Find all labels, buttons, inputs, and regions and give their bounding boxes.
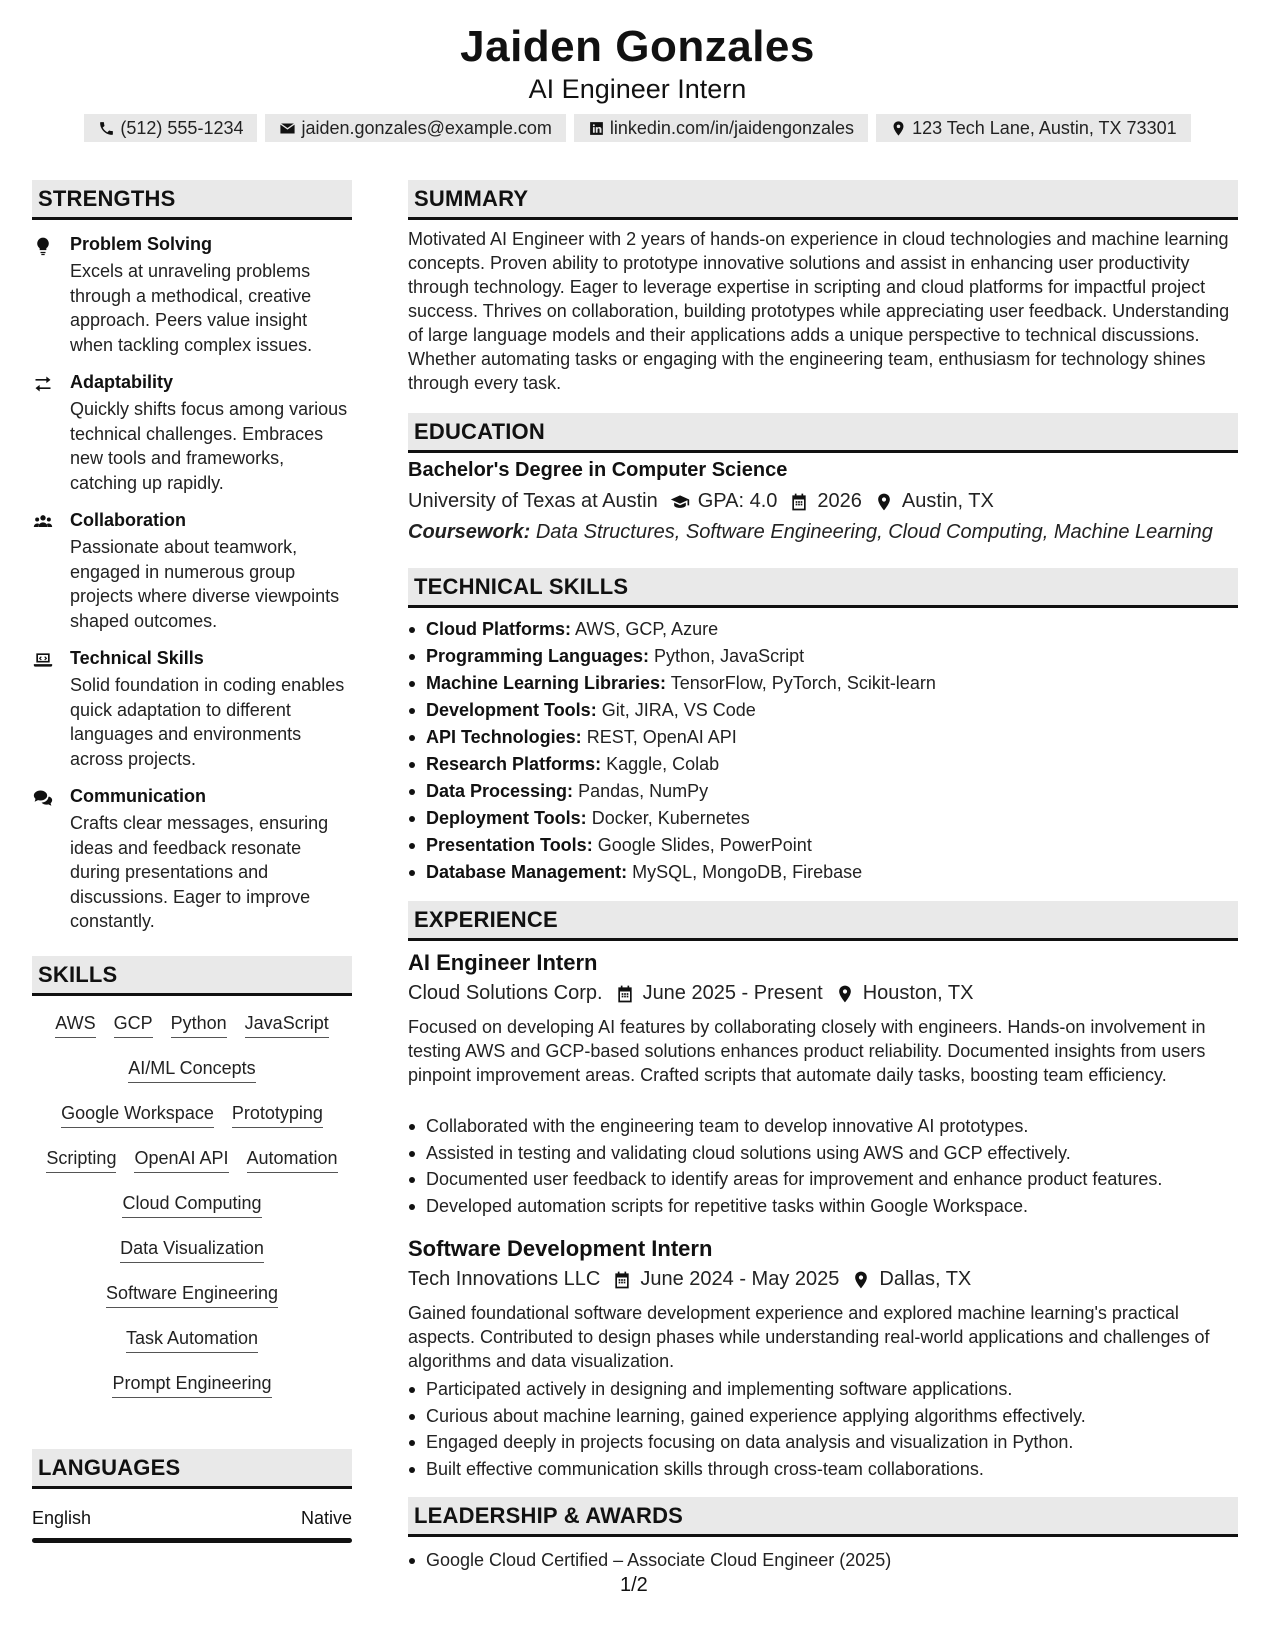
- laptop-code-icon: [32, 650, 56, 672]
- strength-desc: Quickly shifts focus among various technical challenges. Embraces new tools and frameworks, catching up rapidly.: [70, 399, 348, 493]
- job-bullet: Curious about machine learning, gained experience applying algorithms effectively.: [408, 1403, 1230, 1430]
- tech-skill-item: [408, 832, 1230, 859]
- awards-heading: LEADERSHIP & AWARDS: [408, 1497, 1238, 1537]
- summary-heading: SUMMARY: [408, 180, 1238, 220]
- job-bullet: Developed automation scripts for repetitive tasks within Google Workspace.: [408, 1193, 1230, 1220]
- technical-skills-list: [408, 616, 1230, 886]
- coursework-line: [408, 521, 1213, 544]
- job-bullet: Built effective communication skills through cross-team collaborations.: [408, 1456, 1230, 1483]
- awards-list: [408, 1547, 1230, 1574]
- contact-email[interactable]: [265, 114, 565, 142]
- contact-phone[interactable]: [84, 114, 257, 142]
- skill-tag: OpenAI API: [134, 1148, 228, 1173]
- candidate-title: AI Engineer Intern: [528, 74, 747, 104]
- tech-skill-value: Kaggle, Colab: [606, 754, 720, 774]
- tech-skill-value: Docker, Kubernetes: [591, 808, 750, 828]
- job-bullets: [408, 1376, 1230, 1482]
- skills-row: [32, 1328, 352, 1353]
- strength-title: Collaboration: [70, 510, 186, 530]
- users-icon: [32, 512, 56, 534]
- tech-skill-label: Research Platforms:: [426, 754, 602, 774]
- job-meta: [408, 982, 974, 1005]
- linkedin-icon: [588, 120, 605, 137]
- job-bullet: Participated actively in designing and implementing software applications.: [408, 1376, 1230, 1403]
- strength-desc: Excels at unraveling problems through a methodical, creative approach. Peers value insight when tackling complex issues.: [70, 261, 313, 355]
- skills-row: [32, 1103, 352, 1128]
- strength-title: Problem Solving: [70, 234, 213, 254]
- graduation-cap-icon: [670, 492, 690, 512]
- languages-heading: LANGUAGES: [32, 1449, 352, 1489]
- education-meta: [408, 490, 994, 513]
- skill-tag: Python: [171, 1013, 227, 1038]
- experience-heading: EXPERIENCE: [408, 901, 1238, 941]
- job-bullet: Assisted in testing and validating cloud solutions using AWS and GCP effectively.: [408, 1140, 1230, 1167]
- language-level: Native: [300, 1508, 352, 1528]
- contact-address: [876, 114, 1191, 142]
- address-text: 123 Tech Lane, Austin, TX 73301: [912, 117, 1177, 138]
- skill-tag: Prototyping: [232, 1103, 323, 1128]
- tech-skill-value: Git, JIRA, VS Code: [601, 700, 756, 720]
- skills-row: [32, 1058, 352, 1083]
- tech-skill-value: Pandas, NumPy: [578, 781, 709, 801]
- tech-skill-item: [408, 697, 1230, 724]
- calendar-icon: [789, 492, 809, 512]
- skills-row: [32, 1283, 352, 1308]
- envelope-icon: [279, 120, 296, 137]
- tech-skill-label: Cloud Platforms:: [426, 619, 572, 639]
- skills-row: [32, 1193, 352, 1218]
- skills-row: [32, 1148, 352, 1173]
- map-pin-icon: [874, 492, 894, 512]
- job-bullets: [408, 1113, 1230, 1219]
- skills-heading: SKILLS: [32, 956, 352, 996]
- comments-icon: [32, 788, 56, 810]
- tech-skill-item: [408, 616, 1230, 643]
- tech-skill-label: Development Tools:: [426, 700, 597, 720]
- tech-skill-value: Python, JavaScript: [654, 646, 805, 666]
- coursework-label: Coursework:: [408, 521, 531, 543]
- school-name: University of Texas at Austin: [408, 490, 658, 512]
- tech-skill-item: [408, 805, 1230, 832]
- strength-desc: Crafts clear messages, ensuring ideas and feedback resonate during presentations and discussions. Eager to improve constantly.: [70, 813, 329, 931]
- tech-skill-item: [408, 670, 1230, 697]
- candidate-name: Jaiden Gonzales: [460, 22, 815, 71]
- job-bullet: Engaged deeply in projects focusing on data analysis and visualization in Python.: [408, 1429, 1230, 1456]
- strengths-heading: STRENGTHS: [32, 180, 352, 220]
- job-location: Houston, TX: [862, 982, 974, 1004]
- skills-row: [32, 1013, 352, 1038]
- lightbulb-icon: [32, 236, 56, 258]
- skills-row: [32, 1238, 352, 1263]
- degree-title: Bachelor's Degree in Computer Science: [408, 459, 788, 481]
- job-description: Focused on developing AI features by collaborating closely with engineers. Hands-on involvement in testing AWS and GCP-based solutions enhances product reliability. Documented insights from users pinpoint improvement areas. Crafted scripts that automate daily tasks, boosting team efficiency.: [408, 1017, 1206, 1085]
- strength-title: Technical Skills: [70, 648, 204, 668]
- tech-skill-value: MySQL, MongoDB, Firebase: [632, 862, 863, 882]
- company-name: Tech Innovations LLC: [408, 1268, 601, 1290]
- tech-skill-value: Google Slides, PowerPoint: [597, 835, 812, 855]
- tech-skill-item: [408, 643, 1230, 670]
- skill-tag: Prompt Engineering: [112, 1373, 271, 1398]
- job-location: Dallas, TX: [879, 1268, 972, 1290]
- job-bullet: Documented user feedback to identify areas for improvement and enhance product features.: [408, 1166, 1230, 1193]
- skills-row: [32, 1373, 352, 1398]
- skill-tag: AI/ML Concepts: [128, 1058, 255, 1083]
- tech-skill-item: [408, 859, 1230, 886]
- summary-text: Motivated AI Engineer with 2 years of hands-on experience in cloud technologies and machine learning concepts. Proven ability to prototype innovative solutions and assist in enhancing user productivity through technology. Eager to leverage expertise in scripting and cloud platforms for impactful project success. Thrives on collaboration, building prototypes while appreciating user feedback. Understanding of large language models and their applications adds a unique perspective to technical discussions. Whether automating tasks or engaging with the engineering team, enthusiasm for technology shines through every task.: [408, 229, 1230, 393]
- language-name: English: [32, 1508, 92, 1528]
- map-pin-icon: [851, 1270, 871, 1290]
- linkedin-text: linkedin.com/in/jaidengonzales: [609, 117, 855, 138]
- tech-skill-item: [408, 751, 1230, 778]
- page-number: 1/2: [620, 1574, 648, 1596]
- skill-tag: Cloud Computing: [122, 1193, 261, 1218]
- tech-skill-label: Data Processing:: [426, 781, 574, 801]
- map-pin-icon: [835, 984, 855, 1004]
- tech-skill-label: API Technologies:: [426, 727, 582, 747]
- contact-bar: [0, 114, 1275, 142]
- company-name: Cloud Solutions Corp.: [408, 982, 603, 1004]
- job-bullet: Collaborated with the engineering team to develop innovative AI prototypes.: [408, 1113, 1230, 1140]
- strength-title: Adaptability: [70, 372, 174, 392]
- skill-tag: GCP: [114, 1013, 153, 1038]
- map-pin-icon: [890, 120, 907, 137]
- tech-skill-value: REST, OpenAI API: [586, 727, 737, 747]
- phone-icon: [98, 120, 115, 137]
- job-description: Gained foundational software development experience and explored machine learning's practical aspects. Contributed to design phases while understanding real-world applications and challenges of algorithms and data visualization.: [408, 1303, 1210, 1371]
- skill-tag: Scripting: [46, 1148, 116, 1173]
- graduation-year: 2026: [817, 490, 862, 512]
- tech-skill-item: [408, 724, 1230, 751]
- job-dates: June 2025 - Present: [642, 982, 823, 1004]
- award-item: Google Cloud Certified – Associate Cloud Engineer (2025): [408, 1547, 1230, 1574]
- email-text: jaiden.gonzales@example.com: [301, 117, 552, 138]
- skill-tag: Data Visualization: [120, 1238, 264, 1263]
- tech-skill-label: Presentation Tools:: [426, 835, 593, 855]
- tech-skill-label: Database Management:: [426, 862, 628, 882]
- language-level-bar: [32, 1538, 352, 1543]
- job-meta: [408, 1268, 971, 1291]
- skill-tag: AWS: [55, 1013, 95, 1038]
- arrows-exchange-icon: [32, 374, 56, 396]
- skill-tag: Automation: [247, 1148, 338, 1173]
- language-row: [32, 1508, 352, 1529]
- skill-tag: Software Engineering: [106, 1283, 278, 1308]
- education-heading: EDUCATION: [408, 413, 1238, 453]
- coursework-text: Data Structures, Software Engineering, Cloud Computing, Machine Learning: [535, 521, 1213, 543]
- skill-tag: Task Automation: [126, 1328, 258, 1353]
- job-dates: June 2024 - May 2025: [640, 1268, 840, 1290]
- skill-tag: Google Workspace: [61, 1103, 214, 1128]
- job-title: Software Development Intern: [408, 1236, 713, 1261]
- gpa-text: GPA: 4.0: [697, 490, 778, 512]
- job-title: AI Engineer Intern: [408, 950, 598, 975]
- tech-skill-label: Deployment Tools:: [426, 808, 587, 828]
- strength-title: Communication: [70, 786, 207, 806]
- calendar-icon: [615, 984, 635, 1004]
- tech-skill-label: Machine Learning Libraries:: [426, 673, 667, 693]
- calendar-icon: [612, 1270, 632, 1290]
- skill-tag: JavaScript: [245, 1013, 329, 1038]
- strength-desc: Passionate about teamwork, engaged in numerous group projects where diverse viewpoints shaped outcomes.: [70, 537, 340, 631]
- phone-text: (512) 555-1234: [120, 117, 244, 138]
- technical-skills-heading: TECHNICAL SKILLS: [408, 568, 1238, 608]
- tech-skill-value: AWS, GCP, Azure: [575, 619, 719, 639]
- tech-skill-label: Programming Languages:: [426, 646, 650, 666]
- tech-skill-item: [408, 778, 1230, 805]
- contact-linkedin[interactable]: [574, 114, 868, 142]
- strength-desc: Solid foundation in coding enables quick adaptation to different languages and environments across projects.: [70, 675, 345, 769]
- tech-skill-value: TensorFlow, PyTorch, Scikit-learn: [670, 673, 936, 693]
- school-location: Austin, TX: [901, 490, 994, 512]
